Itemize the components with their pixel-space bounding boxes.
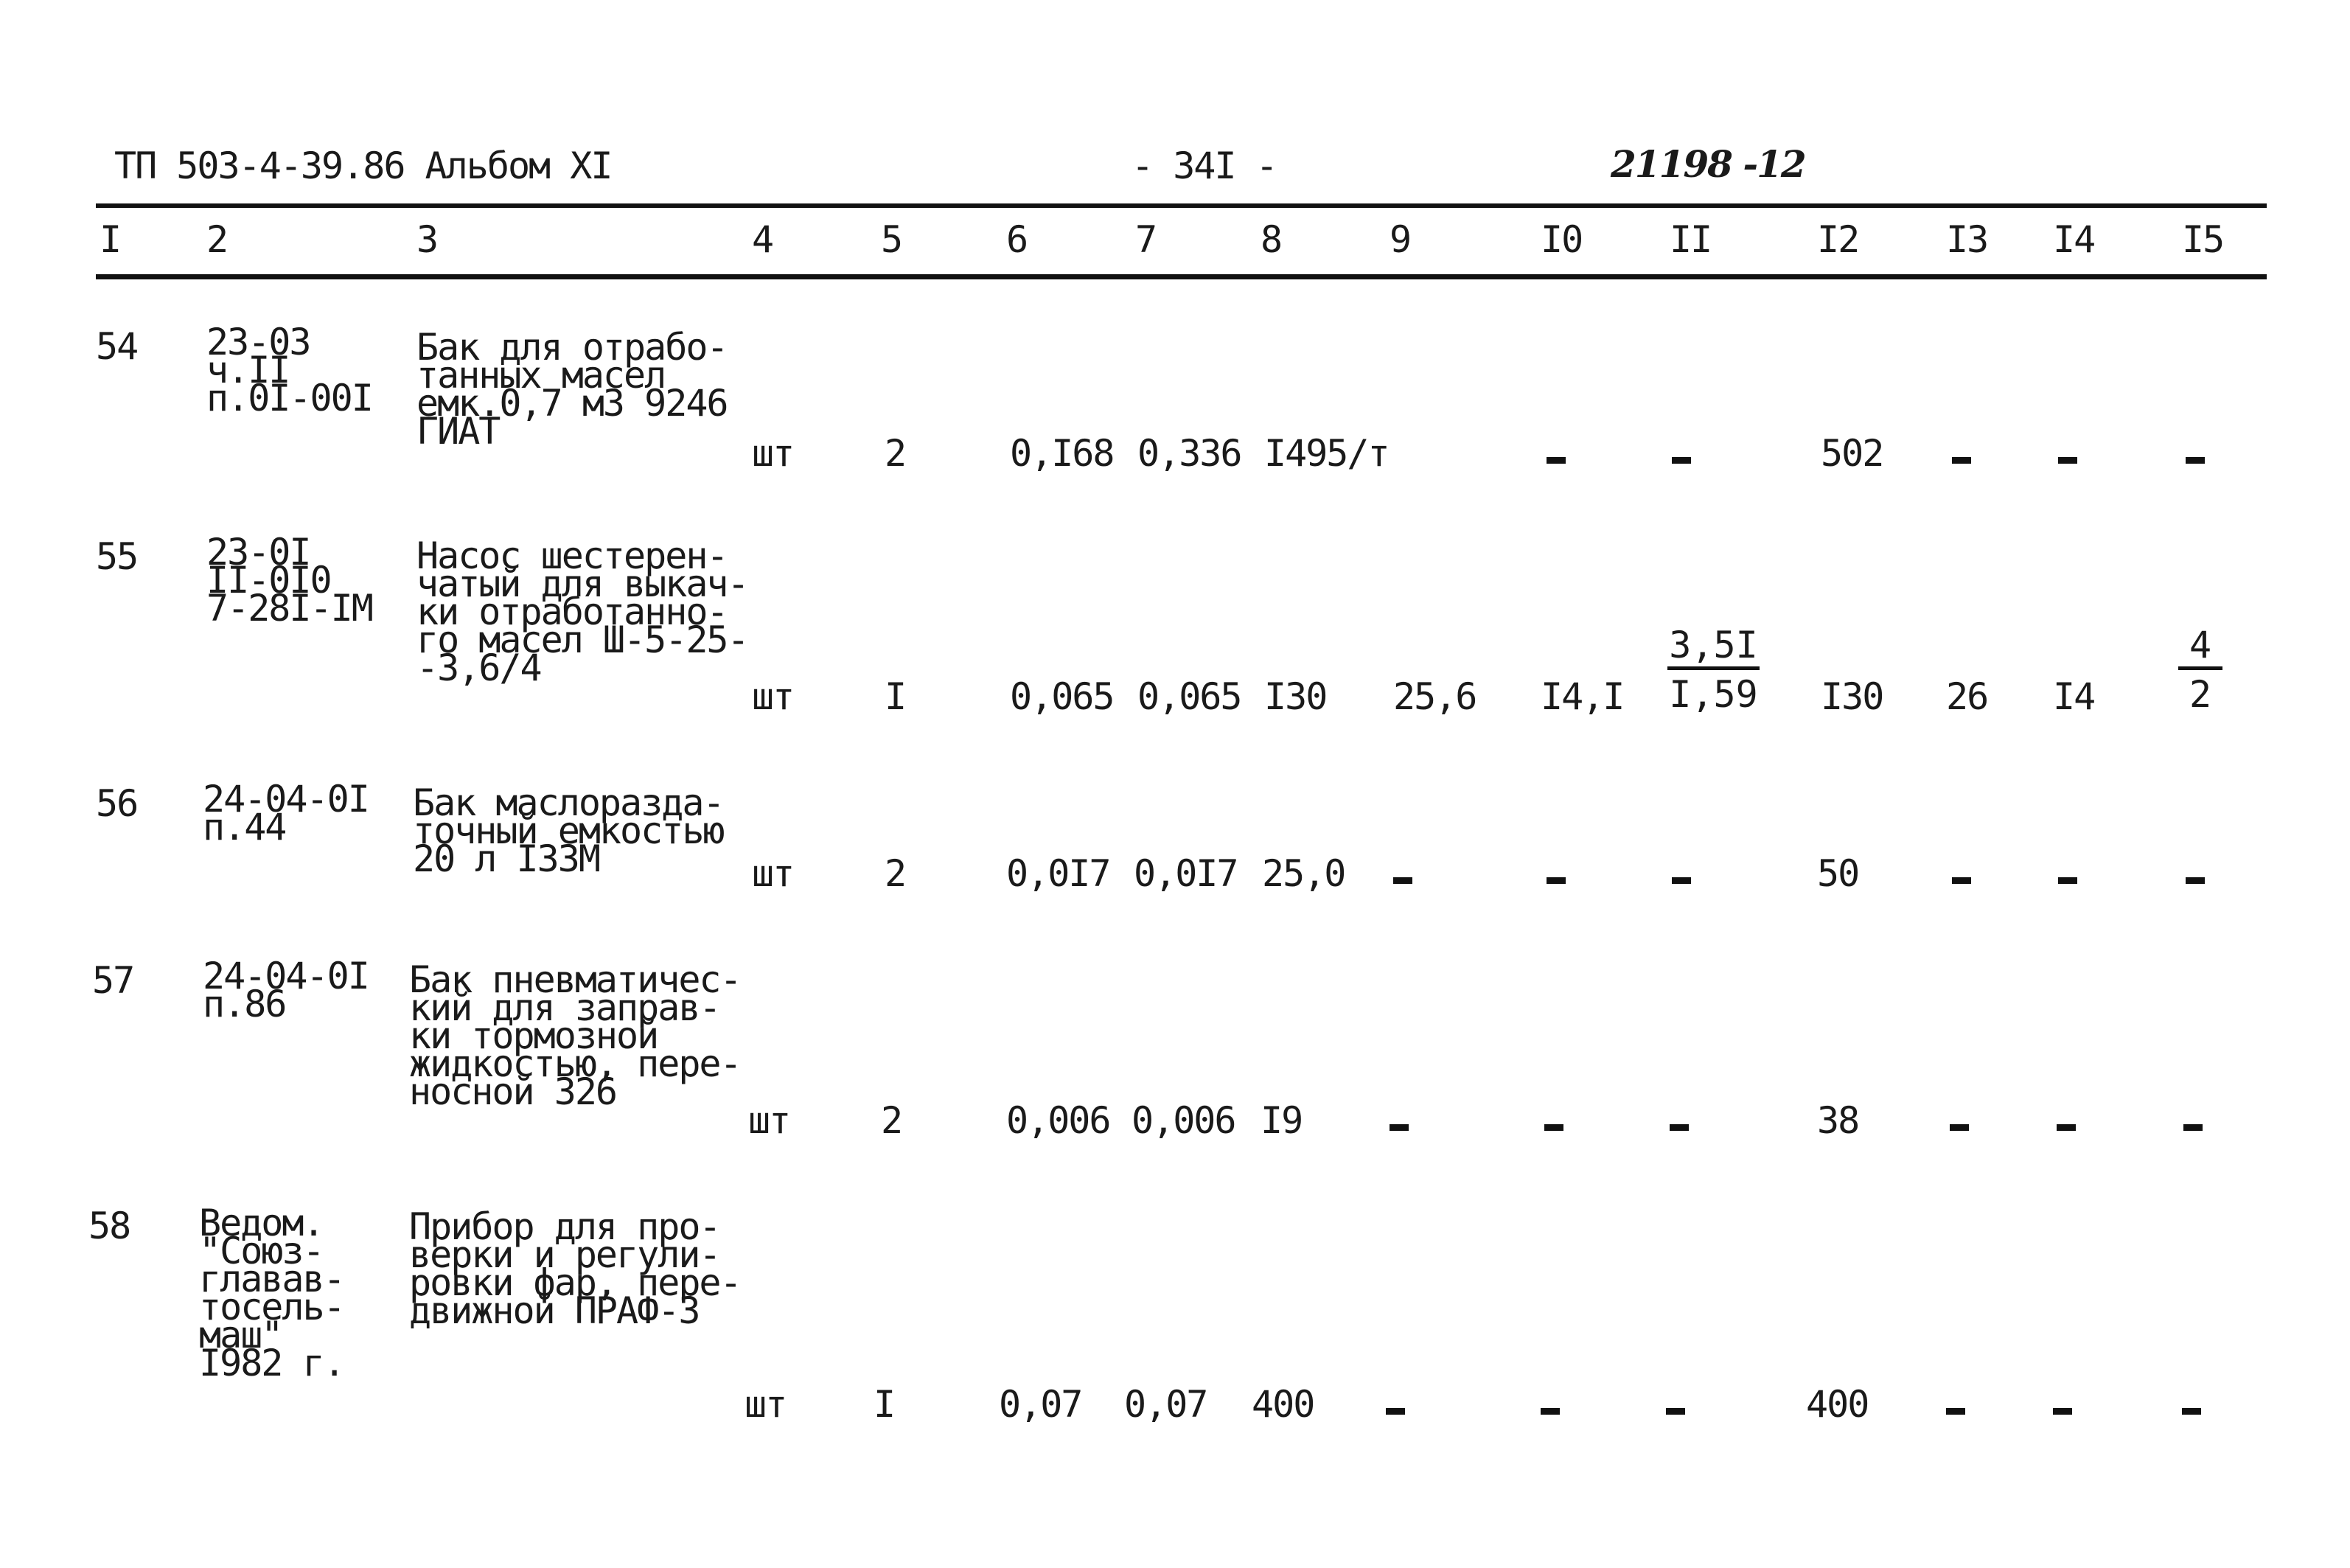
- row-col-6: 0,065: [1010, 675, 1114, 718]
- row-col-7: 0,006: [1132, 1099, 1235, 1142]
- page-number: - 34I -: [1132, 144, 1277, 187]
- row-unit: шт: [752, 675, 794, 718]
- empty-dash: [1950, 1124, 1969, 1131]
- row-name: Бак для отрабо- танных масел емк.0,7 м3 9246 ГИАТ: [416, 326, 728, 453]
- empty-dash: [2186, 457, 2205, 464]
- empty-dash: [2182, 1408, 2201, 1415]
- row-col-6: 0,07: [999, 1383, 1082, 1426]
- column-header: 5: [881, 218, 902, 261]
- row-name: Бак пневматичес- кий для заправ- ки тормозной жидкостью, пере- носной 326: [409, 958, 741, 1113]
- column-header: 3: [416, 218, 438, 261]
- row-code: 23-0I II-0I0 7-28I-IМ: [206, 531, 372, 630]
- empty-dash: [2186, 877, 2205, 884]
- header-top-rule: [96, 203, 2267, 208]
- row-col-8: I9: [1261, 1099, 1303, 1142]
- column-header: 4: [752, 218, 773, 261]
- column-header: I2: [1817, 218, 1859, 261]
- row-col-12: 400: [1806, 1383, 1869, 1426]
- row-name: Бак маслоразда- точный емкостью 20 л I33М: [413, 781, 724, 880]
- row-code: 24-04-0I п.44: [203, 778, 369, 849]
- row-col-12: 502: [1821, 432, 1883, 475]
- row-number: 56: [96, 782, 138, 825]
- row-col-10: I4,I: [1541, 675, 1624, 718]
- empty-dash: [1946, 1408, 1965, 1415]
- column-header: 9: [1390, 218, 1411, 261]
- row-number: 57: [92, 959, 134, 1002]
- row-col-11-fraction: [1667, 624, 1760, 716]
- row-quantity: I: [885, 675, 906, 718]
- fraction-numerator: 3,5I: [1667, 627, 1760, 670]
- row-col-14: I4: [2053, 675, 2095, 718]
- row-col-8: 400: [1252, 1383, 1314, 1426]
- column-header: 7: [1135, 218, 1157, 261]
- column-header: I: [100, 218, 121, 261]
- row-col-7: 0,07: [1124, 1383, 1207, 1426]
- column-header: 8: [1261, 218, 1282, 261]
- row-col-12: 38: [1817, 1099, 1859, 1142]
- row-quantity: 2: [885, 432, 906, 475]
- empty-dash: [1386, 1408, 1405, 1415]
- empty-dash: [1547, 457, 1566, 464]
- row-col-12: 50: [1817, 852, 1859, 895]
- row-unit: шт: [752, 852, 794, 895]
- empty-dash: [1952, 877, 1971, 884]
- empty-dash: [1670, 1124, 1689, 1131]
- row-col-15-fraction: [2178, 624, 2222, 716]
- column-header: II: [1670, 218, 1712, 261]
- row-col-8: 25,0: [1262, 852, 1345, 895]
- row-col-13: 26: [1946, 675, 1988, 718]
- row-name: Прибор для про- верки и регули- ровки фар, пере- движной ПРАФ-3: [409, 1205, 741, 1332]
- fraction-denominator: I,59: [1669, 673, 1758, 716]
- empty-dash: [2057, 1124, 2076, 1131]
- empty-dash: [1547, 877, 1566, 884]
- row-code: Ведом. "Союз- главав- тосель- маш" I982 г.: [199, 1202, 344, 1384]
- document-reference: ТП 503-4-39.86 Альбом XI: [114, 144, 612, 187]
- empty-dash: [1666, 1408, 1685, 1415]
- fraction-numerator: 4: [2178, 627, 2222, 670]
- row-quantity: 2: [885, 852, 906, 895]
- empty-dash: [2058, 877, 2077, 884]
- row-quantity: I: [874, 1383, 895, 1426]
- column-header: I0: [1541, 218, 1583, 261]
- column-header: I4: [2053, 218, 2095, 261]
- empty-dash: [1390, 1124, 1409, 1131]
- row-number: 58: [88, 1205, 130, 1247]
- column-header: I3: [1946, 218, 1988, 261]
- row-col-8: I495/т: [1264, 432, 1389, 475]
- handwritten-code: 21198 -12: [1611, 142, 1805, 186]
- header-bottom-rule: [96, 274, 2267, 279]
- column-header: I5: [2182, 218, 2224, 261]
- row-col-8: I30: [1264, 675, 1327, 718]
- row-col-7: 0,336: [1137, 432, 1241, 475]
- row-number: 54: [96, 325, 138, 368]
- row-quantity: 2: [881, 1099, 902, 1142]
- empty-dash: [1544, 1124, 1563, 1131]
- column-header: 6: [1006, 218, 1028, 261]
- row-col-6: 0,I68: [1010, 432, 1114, 475]
- row-number: 55: [96, 535, 138, 578]
- empty-dash: [1393, 877, 1412, 884]
- row-unit: шт: [748, 1099, 790, 1142]
- empty-dash: [2183, 1124, 2203, 1131]
- row-col-12: I30: [1821, 675, 1883, 718]
- row-col-9: 25,6: [1393, 675, 1476, 718]
- empty-dash: [1952, 457, 1971, 464]
- row-col-7: 0,0I7: [1134, 852, 1238, 895]
- empty-dash: [1541, 1408, 1560, 1415]
- empty-dash: [2053, 1408, 2072, 1415]
- empty-dash: [2058, 457, 2077, 464]
- fraction-denominator: 2: [2189, 673, 2212, 716]
- row-col-6: 0,006: [1006, 1099, 1110, 1142]
- column-header: 2: [206, 218, 228, 261]
- empty-dash: [1672, 877, 1691, 884]
- row-unit: шт: [745, 1383, 787, 1426]
- row-col-6: 0,0I7: [1006, 852, 1110, 895]
- row-code: 23-03 ч.II п.0I-00I: [206, 321, 372, 419]
- row-unit: шт: [752, 432, 794, 475]
- row-col-7: 0,065: [1137, 675, 1241, 718]
- row-name: Насос шестерен- чатый для выкач- ки отработанно- го масел Ш-5-25- -3,6/4: [416, 534, 748, 689]
- empty-dash: [1672, 457, 1691, 464]
- row-code: 24-04-0I п.86: [203, 955, 369, 1025]
